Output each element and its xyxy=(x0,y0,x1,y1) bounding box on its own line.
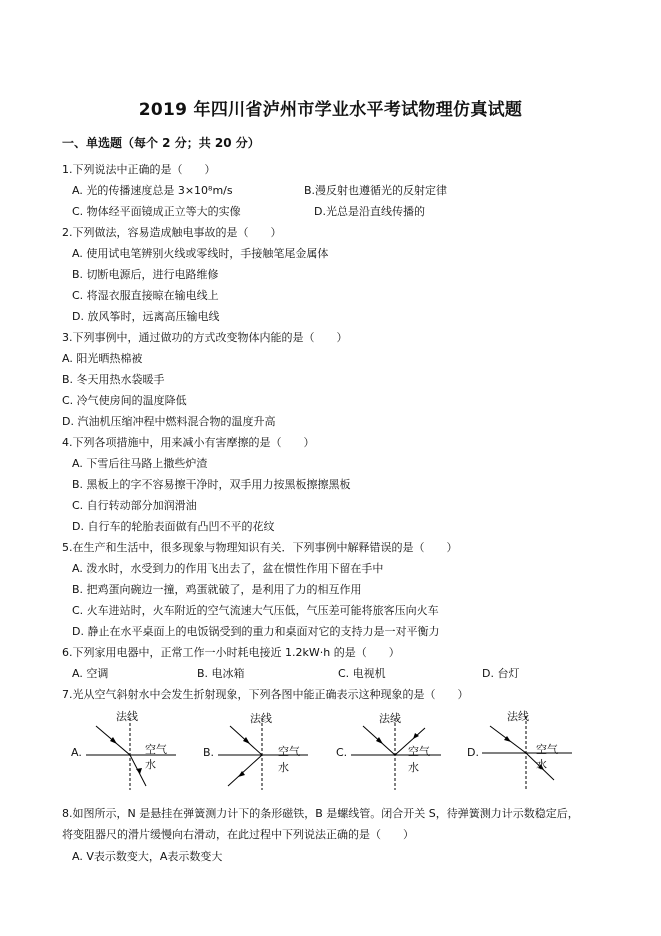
diagram-a-normal-label: 法线 xyxy=(116,710,138,723)
question-1-option-c: C. 物体经平面镜成正立等大的实像 xyxy=(72,205,241,218)
question-8-stem-line-1: 8.如图所示，N 是悬挂在弹簧测力计下的条形磁铁，B 是螺线管。闭合开关 S，待弹簧测力计示数稳定后， xyxy=(62,807,579,820)
question-2-stem: 2.下列做法，容易造成触电事故的是（ ） xyxy=(62,226,282,239)
diagram-a-label: A. xyxy=(71,746,82,759)
question-3-stem: 3.下列事例中，通过做功的方式改变物体内能的是（ ） xyxy=(62,331,348,344)
question-2-option-a: A. 使用试电笔辨别火线或零线时，手接触笔尾金属体 xyxy=(72,247,329,260)
diagram-b-air-label: 空气 xyxy=(278,745,300,758)
question-5-option-d: D. 静止在水平桌面上的电饭锅受到的重力和桌面对它的支持力是一对平衡力 xyxy=(72,625,440,638)
question-1-option-a: A. 光的传播速度总是 3×10⁸m/s xyxy=(72,184,233,197)
question-1-stem: 1.下列说法中正确的是（ ） xyxy=(62,163,216,176)
diagram-b-water-label: 水 xyxy=(278,761,289,774)
question-5-option-c: C. 火车进站时，火车附近的空气流速大气压低，气压差可能将旅客压向火车 xyxy=(72,604,439,617)
section-heading: 一、单选题（每个 2 分；共 20 分） xyxy=(62,136,260,150)
question-5-option-a: A. 泼水时，水受到力的作用飞出去了，盆在惯性作用下留在手中 xyxy=(72,562,384,575)
question-2-option-b: B. 切断电源后，进行电路维修 xyxy=(72,268,219,281)
diagram-d-normal-label: 法线 xyxy=(507,710,529,723)
diagram-b-label: B. xyxy=(203,746,215,759)
question-6-option-b: B. 电冰箱 xyxy=(197,667,245,680)
question-1-option-b: B.漫反射也遵循光的反射定律 xyxy=(304,184,448,197)
question-3-option-c: C. 冷气使房间的温度降低 xyxy=(62,394,187,407)
question-6-stem: 6.下列家用电器中，正常工作一小时耗电接近 1.2kW·h 的是（ ） xyxy=(62,646,400,659)
question-6-option-a: A. 空调 xyxy=(72,667,109,680)
diagram-c-normal-label: 法线 xyxy=(379,712,401,725)
question-4-stem: 4.下列各项措施中，用来减小有害摩擦的是（ ） xyxy=(62,436,315,449)
question-6-option-c: C. 电视机 xyxy=(338,667,386,680)
question-4-option-b: B. 黑板上的字不容易擦干净时，双手用力按黑板擦擦黑板 xyxy=(72,478,351,491)
page-title: 2019 年四川省泸州市学业水平考试物理仿真试题 xyxy=(138,100,523,120)
question-3-option-a: A. 阳光晒热棉被 xyxy=(62,352,143,365)
question-8-option-a: A. V表示数变大，A表示数变大 xyxy=(72,850,223,863)
diagram-d-water-label: 水 xyxy=(536,758,547,771)
diagram-a-air-label: 空气 xyxy=(145,743,167,756)
question-7-stem: 7.光从空气斜射水中会发生折射现象，下列各图中能正确表示这种现象的是（ ） xyxy=(62,688,469,701)
diagram-a-water-label: 水 xyxy=(145,758,156,771)
question-2-option-c: C. 将湿衣服直接晾在输电线上 xyxy=(72,289,219,302)
question-1-option-d: D.光总是沿直线传播的 xyxy=(314,205,425,218)
question-5-stem: 5.在生产和生活中，很多现象与物理知识有关．下列事例中解释错误的是（ ） xyxy=(62,541,458,554)
diagram-c-label: C. xyxy=(336,746,348,759)
question-4-option-d: D. 自行车的轮胎表面做有凸凹不平的花纹 xyxy=(72,520,275,533)
question-8-stem-line-2: 将变阻器尺的滑片缓慢向右滑动，在此过程中下列说法正确的是（ ） xyxy=(62,828,414,841)
question-3-option-d: D. 汽油机压缩冲程中燃料混合物的温度升高 xyxy=(62,415,276,428)
diagram-b-normal-label: 法线 xyxy=(250,712,272,725)
question-2-option-d: D. 放风筝时，远离高压输电线 xyxy=(72,310,220,323)
question-6-option-d: D. 台灯 xyxy=(482,667,520,680)
diagram-d-air-label: 空气 xyxy=(536,743,558,756)
diagram-c-air-label: 空气 xyxy=(408,745,430,758)
question-4-option-c: C. 自行转动部分加润滑油 xyxy=(72,499,197,512)
question-4-option-a: A. 下雪后往马路上撒些炉渣 xyxy=(72,457,208,470)
question-5-option-b: B. 把鸡蛋向碗边一撞，鸡蛋就破了，是利用了力的相互作用 xyxy=(72,583,362,596)
question-3-option-b: B. 冬天用热水袋暖手 xyxy=(62,373,165,386)
diagram-d-label: D. xyxy=(467,746,479,759)
diagram-c-water-label: 水 xyxy=(408,761,419,774)
